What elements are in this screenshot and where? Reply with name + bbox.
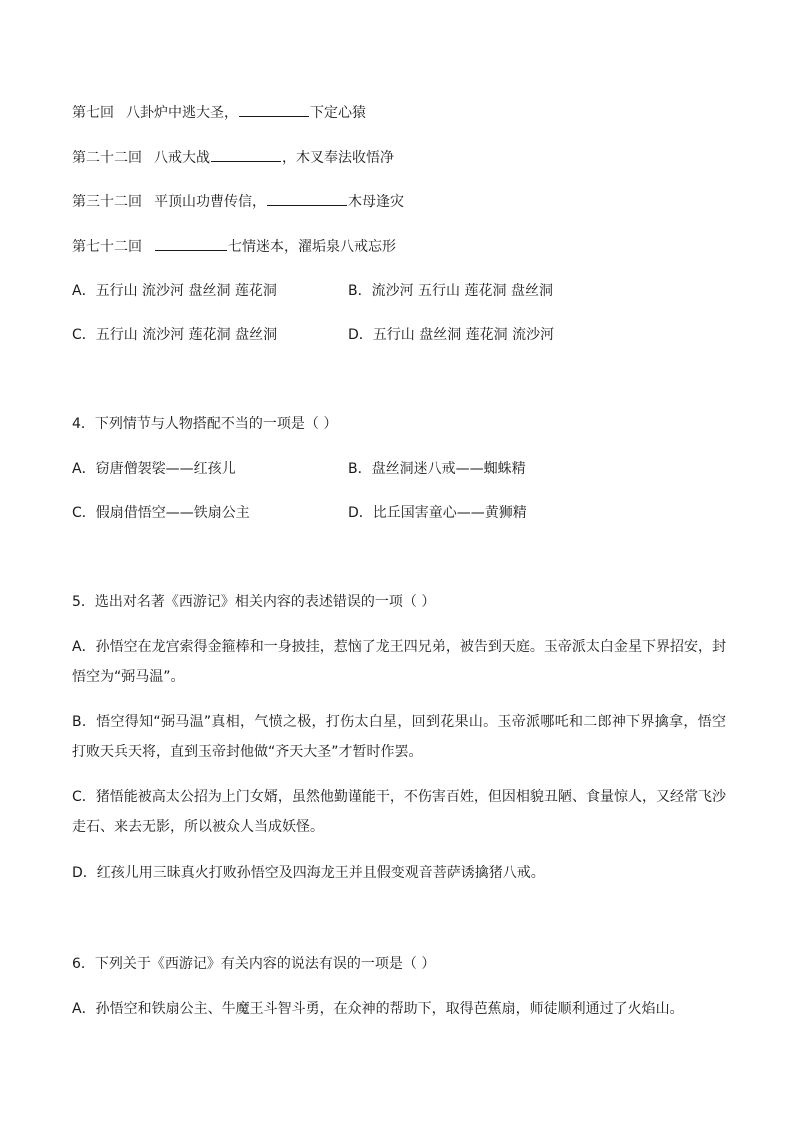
q4-option-d-line — [348, 503, 527, 523]
q3-option-b[interactable]: B．流沙河 五行山 莲花洞 盘丝洞 — [348, 283, 553, 299]
q4-option-b-line — [348, 459, 526, 479]
chapter-number: 第二十二回 — [72, 150, 142, 166]
q3-option-a[interactable]: A．五行山 流沙河 盘丝洞 莲花洞 — [72, 283, 277, 299]
q6-stem: 6．下列关于《西游记》有关内容的说法有误的一项是（ ） — [72, 956, 436, 972]
q3-option-b-line — [348, 281, 553, 301]
fill-blank[interactable] — [211, 147, 281, 162]
q5-stem: 5．选出对名著《西游记》相关内容的表述错误的一项（ ） — [72, 594, 436, 610]
q5-option-a[interactable]: A．孙悟空在龙宫索得金箍棒和一身披挂，惹恼了龙王四兄弟，被告到天庭。玉帝派太白金星下界招安，封悟空为“弼马温”。 — [72, 639, 726, 685]
fill-blank[interactable] — [267, 191, 347, 206]
q3-option-d-line — [348, 325, 554, 345]
chapter-number: 第七十二回 — [72, 239, 142, 255]
chapter-line-32 — [72, 191, 404, 211]
chapter-text-after: 下定心猿 — [310, 105, 366, 121]
chapter-text-after: 七情迷本，濯垢泉八戒忘形 — [228, 239, 396, 255]
fill-blank[interactable] — [155, 236, 227, 251]
q4-stem: 4．下列情节与人物搭配不当的一项是（ ） — [72, 416, 338, 432]
chapter-number: 第三十二回 — [72, 194, 142, 210]
chapter-text-before: 八卦炉中逃大圣， — [126, 105, 238, 121]
q5-option-b[interactable]: B．悟空得知“弼马温”真相，气愤之极，打伤太白星，回到花果山。玉帝派哪吒和二郎神下界擒拿，悟空打败天兵天将，直到玉帝封他做“齐天大圣”才暂时作罢。 — [72, 714, 726, 760]
chapter-text-before: 平顶山功曹传信， — [154, 194, 266, 210]
chapter-line-7 — [72, 102, 366, 122]
chapter-text-after: ，木叉奉法收悟净 — [282, 150, 394, 166]
chapter-number: 第七回 — [72, 105, 114, 121]
chapter-line-72 — [72, 236, 396, 256]
chapter-text-after: 木母逢灾 — [348, 194, 404, 210]
fill-blank[interactable] — [239, 102, 309, 117]
q4-options-row-1 — [72, 459, 236, 479]
q3-options-row-1 — [72, 281, 277, 301]
chapter-text-before: 八戒大战 — [154, 150, 210, 166]
q4-option-c[interactable]: C．假扇借悟空——铁扇公主 — [72, 505, 250, 521]
q3-option-c[interactable]: C．五行山 流沙河 莲花洞 盘丝洞 — [72, 327, 278, 343]
q4-option-a[interactable]: A．窃唐僧袈裟——红孩儿 — [72, 461, 236, 477]
chapter-line-22 — [72, 147, 394, 167]
q5-option-d[interactable]: D．红孩儿用三昧真火打败孙悟空及四海龙王并且假变观音菩萨诱擒猪八戒。 — [72, 865, 545, 881]
q4-option-b[interactable]: B．盘丝洞迷八戒——蜘蛛精 — [348, 461, 526, 477]
q3-options-row-2 — [72, 325, 277, 345]
q3-option-d[interactable]: D．五行山 盘丝洞 莲花洞 流沙河 — [348, 327, 555, 343]
q5-option-c[interactable]: C．猪悟能被高太公招为上门女婿，虽然他勤谨能干，不伤害百姓，但因相貌丑陋、食量惊人，又经常飞沙走石、来去无影，所以被众人当成妖怪。 — [72, 789, 726, 835]
q4-options-row-2 — [72, 503, 250, 523]
q6-option-a[interactable]: A．孙悟空和铁扇公主、牛魔王斗智斗勇，在众神的帮助下，取得芭蕉扇，师徒顺利通过了火焰山。 — [72, 1001, 684, 1017]
q4-option-d[interactable]: D．比丘国害童心——黄狮精 — [348, 505, 527, 521]
